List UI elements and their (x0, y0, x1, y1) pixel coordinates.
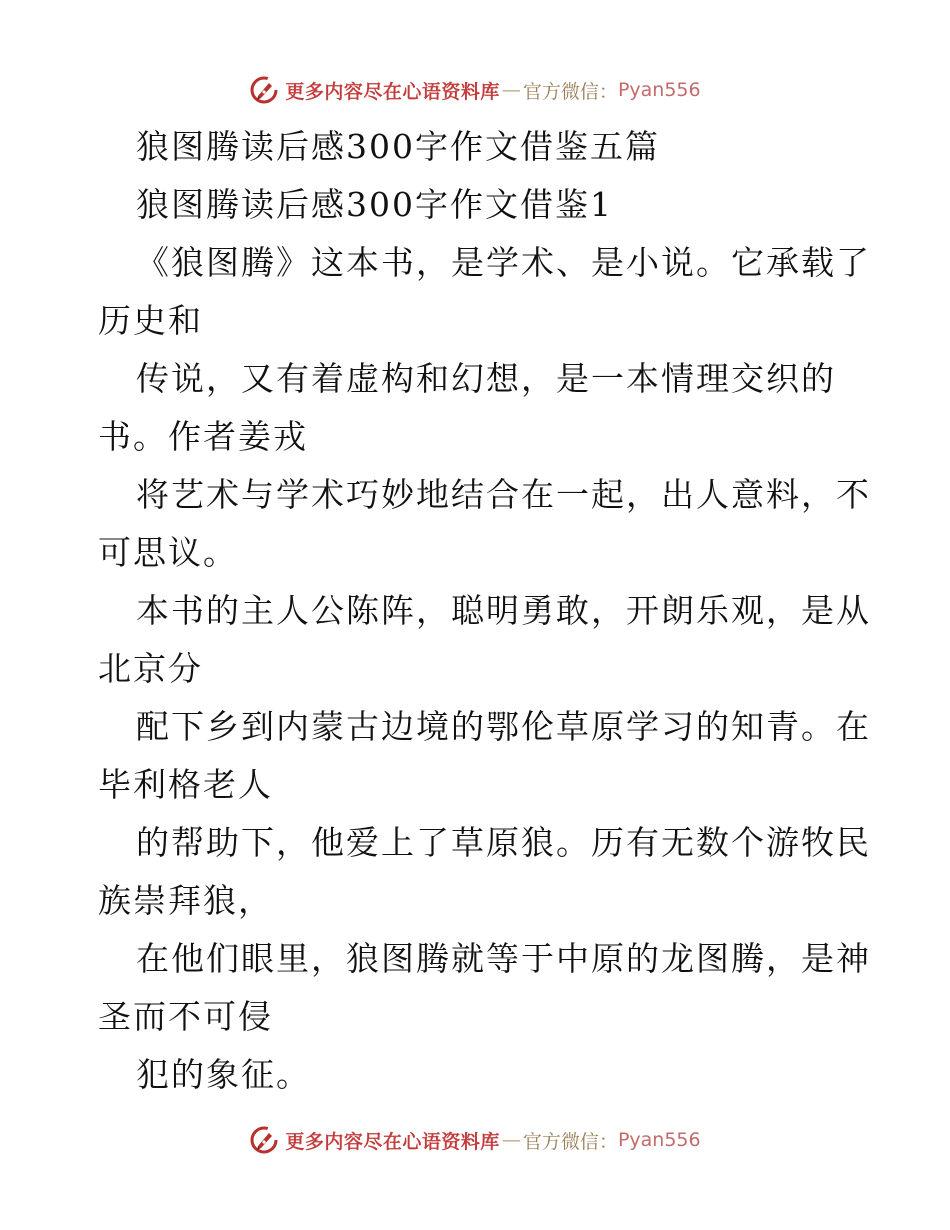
document-title: 狼图腾读后感300字作文借鉴五篇 (136, 127, 660, 166)
paragraph-line: 族崇拜狼， (98, 881, 273, 920)
paragraph-line: 毕利格老人 (98, 765, 273, 804)
pen-nib-logo-icon (249, 1125, 279, 1155)
watermark-wechat-label: 官方微信： (522, 1130, 618, 1153)
section-heading: 狼图腾读后感300字作文借鉴1 (136, 185, 613, 224)
paragraph-line: 书。作者姜戎 (98, 417, 308, 456)
watermark-separator: — (501, 1129, 521, 1151)
paragraph-line: 传说，又有着虚构和幻想，是一本情理交织的 (136, 359, 836, 398)
watermark-wechat-id: Pyan556 (617, 1129, 701, 1151)
paragraph-line: 历史和 (98, 301, 203, 340)
watermark-wechat-label: 官方微信： (522, 80, 618, 103)
paragraph-line: 可思议。 (98, 533, 238, 572)
paragraph-line: 的帮助下，他爱上了草原狼。历有无数个游牧民 (136, 823, 871, 862)
paragraph-line: 《狼图腾》这本书，是学术、是小说。它承载了 (136, 243, 871, 282)
paragraph-line: 北京分 (98, 649, 203, 688)
footer-watermark (0, 1120, 950, 1160)
watermark-main-text: 更多内容尽在心语资料库 (285, 80, 500, 103)
watermark-separator: — (501, 79, 521, 101)
paragraph-line: 本书的主人公陈阵，聪明勇敢，开朗乐观，是从 (136, 591, 871, 630)
watermark-wechat-id: Pyan556 (617, 79, 701, 101)
document-body (98, 118, 871, 1104)
paragraph-line: 在他们眼里，狼图腾就等于中原的龙图腾，是神 (136, 939, 871, 978)
watermark-main-text: 更多内容尽在心语资料库 (285, 1130, 500, 1153)
pen-nib-logo-icon (249, 75, 279, 105)
header-watermark (0, 70, 950, 110)
paragraph-line: 犯的象征。 (136, 1055, 311, 1094)
paragraph-line: 圣而不可侵 (98, 997, 273, 1036)
paragraph-line: 配下乡到内蒙古边境的鄂伦草原学习的知青。在 (136, 707, 871, 746)
paragraph-line: 将艺术与学术巧妙地结合在一起，出人意料，不 (136, 475, 871, 514)
